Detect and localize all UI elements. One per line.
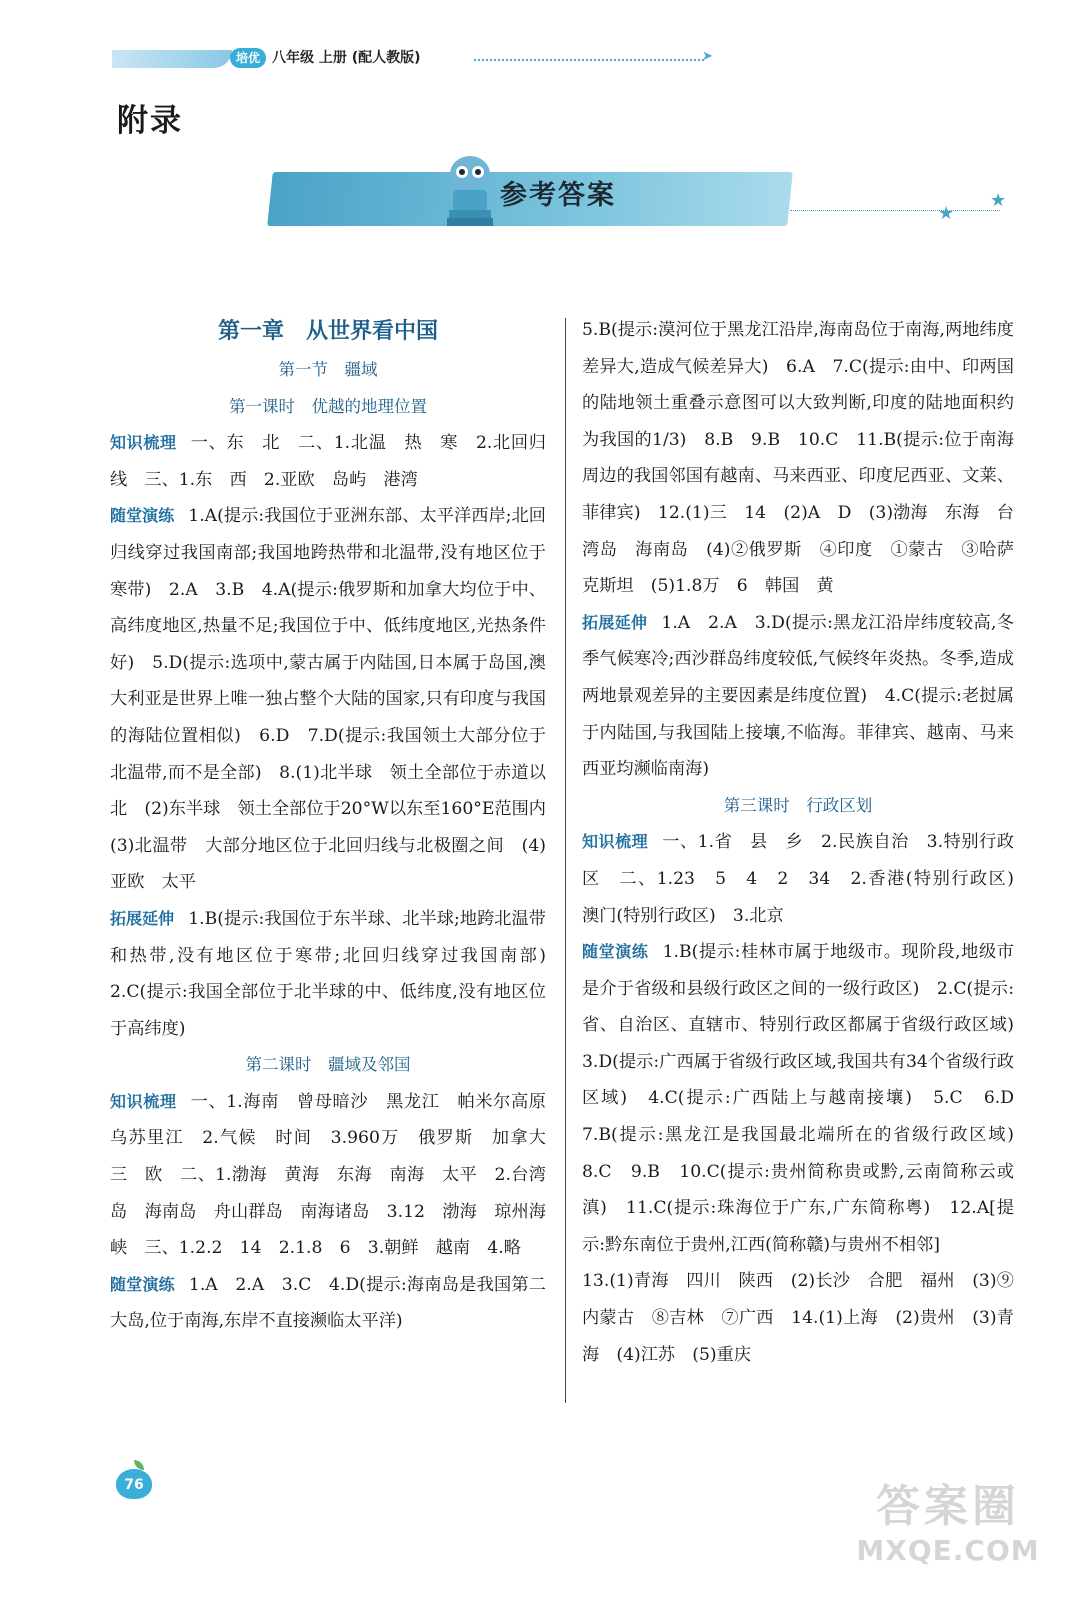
answer-block — [110, 1084, 564, 1267]
owl-mascot-icon — [443, 152, 497, 230]
answer-block — [582, 312, 1014, 605]
answer-text: 1.B(提示:桂林市属于地级市。现阶段,地级市是介于省级和县级行政区之间的一级行政区) 2.C(提示:省、自治区、直辖市、特别行政区都属于省级行政区域) 3.D(提示:广西属于省级行政区域,我国共有34个省级行政区域) 4.C(提示:广西陆上与越南接壤) 5.C 6.D 7.B(提示:黑龙江是我国最北端所在的省级行政区域) 8.C 9.B 10.C(提示:贵州简称贵或黔,云南简称云或滇) 11.C(提示:珠海位于广东,广东简称粤) 12.A[提示:黔东南位于贵州,江西(简称赣)与贵州不相邻] — [582, 942, 1032, 1255]
star-dotted-line — [790, 210, 1000, 211]
block-tag: 随堂演练 — [110, 1274, 175, 1294]
answer-text: 5.B(提示:漠河位于黑龙江沿岸,海南岛位于南海,两地纬度差异大,造成气候差异大) 6.A 7.C(提示:由中、印两国的陆地领土重叠示意图可以大致判断,印度的陆地面积约为我国的1/3) 8.B 9.B 10.C 11.B(提示:位于南海周边的我国邻国有越南、马来西亚、印度尼西亚、文莱、菲律宾) 12.(1)三 14 (2)A D (3)渤海 东海 台湾岛 海南岛 (4)②俄罗斯 ④印度 ①蒙古 ③哈萨克斯坦 (5)1.8万 6 韩国 黄 — [582, 320, 1014, 597]
answer-block — [582, 824, 1032, 934]
arrow-icon: ➤ — [702, 49, 713, 64]
answer-text: 一、1.省 县 乡 2.民族自治 3.特别行政区 二、1.23 5 4 2 34 2.香港(特别行政区) 澳门(特别行政区) 3.北京 — [582, 832, 1032, 926]
block-tag: 拓展延伸 — [582, 612, 648, 632]
answer-text: 1.A(提示:我国位于亚洲东部、太平洋西岸;北回归线穿过我国南部;我国地跨热带和北温带,没有地区位于寒带) 2.A 3.B 4.A(提示:俄罗斯和加拿大均位于中、高纬度地区,热量不足;我国位于中、低纬度地区,光热条件好) 5.D(提示:选项中,蒙古属于内陆国,日本属于岛国,澳大利亚是世界上唯一独占整个大陆的国家,只有印度与我国的海陆位置相似) 6.D 7.D(提示:我国领土大部分位于北温带,而不是全部) 8.(1)北半球 领土全部位于赤道以北 (2)东半球 领土全部位于20°W以东至160°E范围内 (3)北温带 大部分地区位于北回归线与北极圈之间 (4)亚欧 太平 — [110, 506, 564, 893]
right-column — [582, 312, 1032, 1373]
answer-block — [582, 605, 1014, 788]
block-tag: 知识梳理 — [582, 832, 649, 852]
block-tag: 随堂演练 — [110, 506, 175, 526]
lesson-title: 第一课时 优越的地理位置 — [229, 396, 427, 416]
appendix-label: 附录 — [117, 103, 183, 139]
answer-block — [110, 425, 546, 498]
lesson-title: 第二课时 疆域及邻国 — [245, 1055, 411, 1075]
watermark-logo-text: 答案圈 — [876, 1481, 1020, 1532]
answer-text: 1.B(提示:我国位于东半球、北半球;地跨北温带和热带,没有地区位于寒带;北回归线穿过我国南部) 2.C(提示:我国全部位于北半球的中、低纬度,没有地区位于高纬度) — [110, 908, 564, 1039]
banner-title: 参考答案 — [500, 180, 616, 211]
answer-block — [110, 1267, 546, 1340]
answer-block — [110, 498, 564, 901]
answer-text: 1.A 2.A 3.D(提示:黑龙江沿岸纬度较高,冬季气候寒冷;西沙群岛纬度较低,气候终年炎热。冬季,造成两地景观差异的主要因素是纬度位置) 4.C(提示:老挝属于内陆国,与我国陆上接壤,不临海。菲律宾、越南、马来西亚均濒临南海) — [582, 612, 1014, 780]
section-title: 第一节 疆域 — [278, 360, 378, 379]
chapter-title: 第一章 从世界看中国 — [217, 319, 438, 344]
answer-text: 一、东 北 二、1.北温 热 寒 2.北回归线 三、1.东 西 2.亚欧 岛屿 港湾 — [110, 433, 546, 490]
star-icon: ★ — [938, 203, 955, 224]
left-column — [110, 312, 564, 1340]
header-badge: 培优 — [230, 48, 266, 68]
answer-text: 1.A 2.A 3.C 4.D(提示:海南岛是我国第二大岛,位于南海,东岸不直接濒临太平洋) — [110, 1274, 546, 1332]
answer-text: 13.(1)青海 四川 陕西 (2)长沙 合肥 福州 (3)⑨内蒙古 ⑧吉林 ⑦广西 14.(1)上海 (2)贵州 (3)青海 (4)江苏 (5)重庆 — [582, 1271, 1014, 1365]
answer-block — [582, 1263, 1014, 1373]
running-header — [112, 44, 722, 74]
block-tag: 知识梳理 — [110, 433, 177, 453]
header-title: 八年级 上册 (配人教版) — [272, 50, 421, 66]
page-number: 76 — [116, 1469, 152, 1499]
answer-block — [110, 901, 564, 1047]
answer-block — [582, 934, 1032, 1263]
answer-text: 一、1.海南 曾母暗沙 黑龙江 帕米尔高原 乌苏里江 2.气候 时间 3.960万 俄罗斯 加拿大 三 欧 二、1.渤海 黄海 东海 南海 太平 2.台湾岛 海南岛 舟山群岛 南海诸岛 3.12 渤海 琼州海峡 三、1.2.2 14 2.1.8 6 3.朝鲜 越南 4.略 — [110, 1091, 564, 1259]
header-dotted-line — [474, 59, 704, 61]
watermark — [848, 1470, 1048, 1580]
watermark-url: MXQE.COM — [856, 1534, 1040, 1567]
header-swoosh-decoration — [112, 50, 232, 68]
column-divider — [565, 318, 566, 1403]
block-tag: 随堂演练 — [582, 942, 649, 962]
block-tag: 拓展延伸 — [110, 908, 175, 928]
block-tag: 知识梳理 — [110, 1091, 177, 1111]
lesson-title: 第三课时 行政区划 — [723, 795, 873, 815]
star-icon: ★ — [990, 190, 1007, 211]
